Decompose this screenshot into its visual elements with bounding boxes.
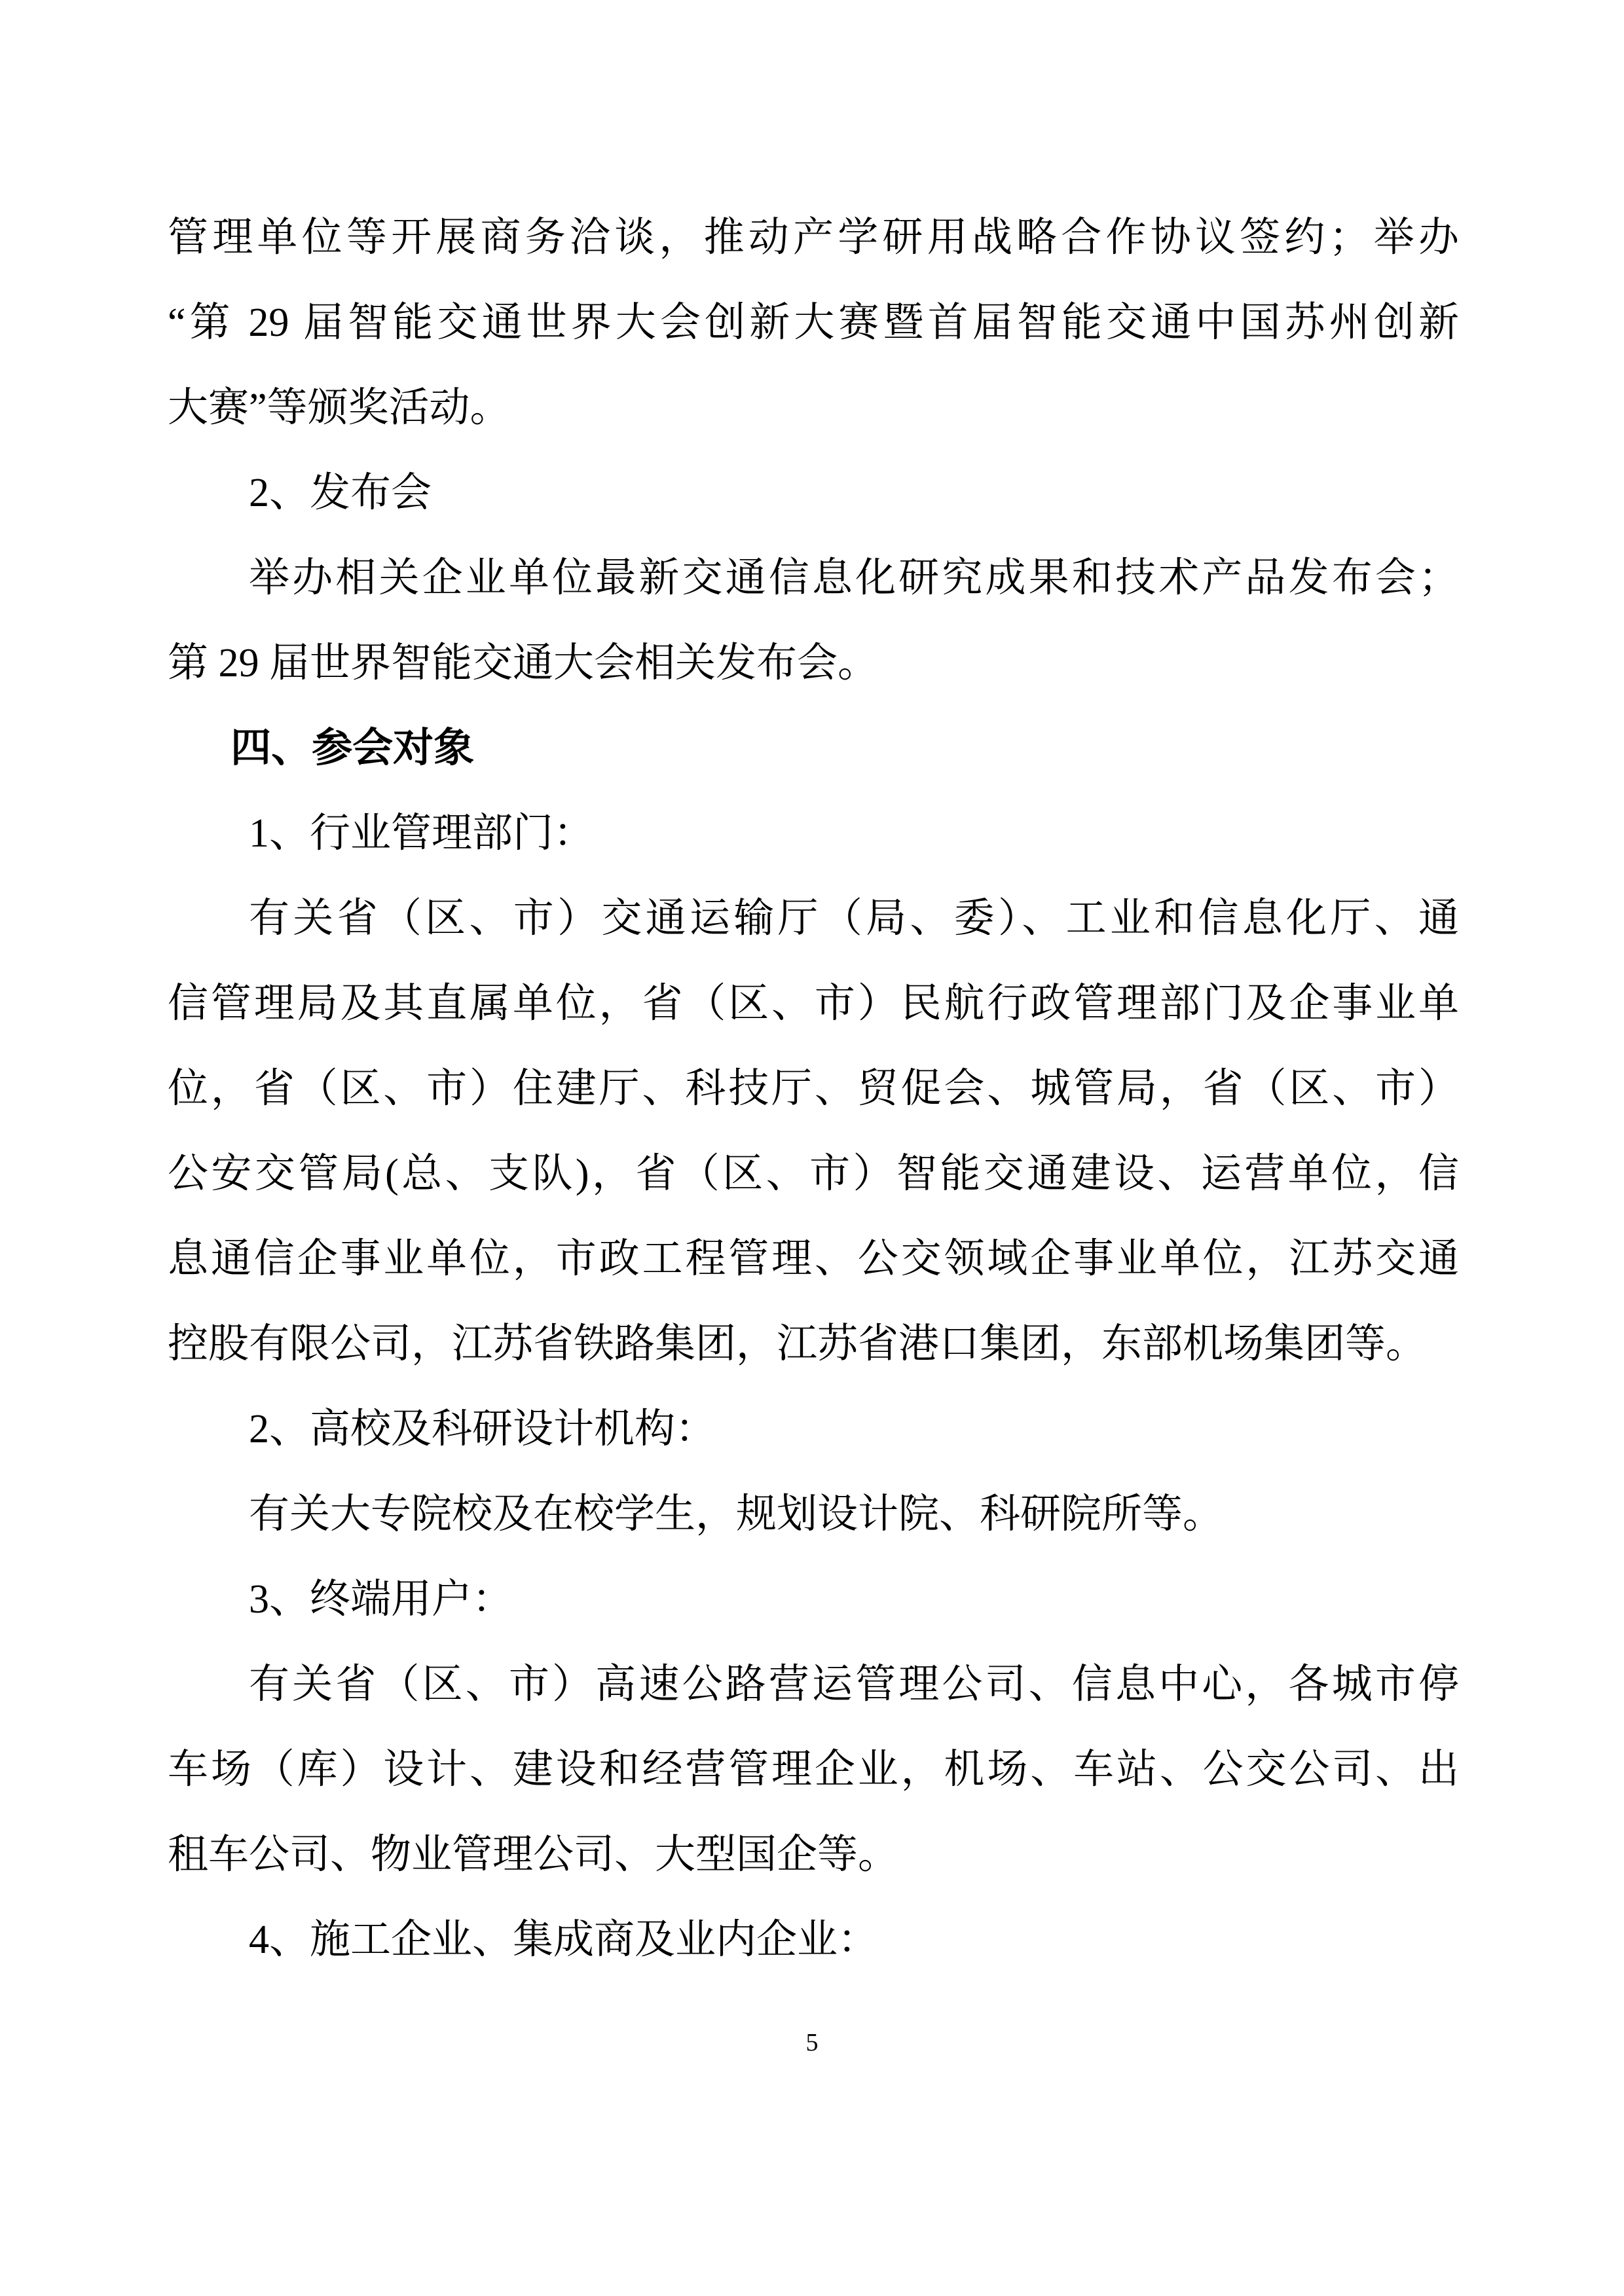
text-line: 车场（库）设计、建设和经营管理企业，机场、车站、公交公司、出 — [168, 1747, 1459, 1792]
text-line: 管理单位等开展商务洽谈，推动产学研用战略合作协议签约；举办 — [168, 215, 1459, 260]
text-line: 有关省（区、市）交通运输厅（局、委）、工业和信息化厅、通 — [249, 896, 1459, 941]
page-footer — [0, 2030, 1624, 2056]
text-line: 2、发布会 — [249, 471, 432, 515]
text-line: 信管理局及其直属单位，省（区、市）民航行政管理部门及企事业单 — [168, 981, 1459, 1026]
text-line: 1、行业管理部门： — [249, 811, 595, 856]
text-line: “第 29 届智能交通世界大会创新大赛暨首届智能交通中国苏州创新 — [168, 301, 1459, 345]
text-line: 2、高校及科研设计机构： — [249, 1407, 716, 1451]
text-line: 有关省（区、市）高速公路营运管理公司、信息中心，各城市停 — [249, 1662, 1459, 1707]
text-line: 4、施工企业、集成商及业内企业： — [249, 1918, 879, 1962]
section-heading: 四、参会对象 — [231, 725, 475, 771]
text-line: 息通信企事业单位，市政工程管理、公交领域企事业单位，江苏交通 — [168, 1237, 1459, 1281]
text-line: 租车公司、物业管理公司、大型国企等。 — [168, 1832, 899, 1877]
text-line: 第 29 届世界智能交通大会相关发布会。 — [168, 641, 879, 685]
text-line: 3、终端用户： — [249, 1577, 513, 1622]
text-line: 位，省（区、市）住建厅、科技厅、贸促会、城管局，省（区、市） — [168, 1066, 1459, 1111]
text-line: 控股有限公司，江苏省铁路集团，江苏省港口集团，东部机场集团等。 — [168, 1322, 1427, 1366]
page-number: 5 — [805, 2029, 819, 2056]
text-line: 举办相关企业单位最新交通信息化研究成果和技术产品发布会； — [249, 556, 1459, 600]
text-line: 大赛”等颁奖活动。 — [168, 386, 511, 430]
text-line: 有关大专院校及在校学生，规划设计院、科研院所等。 — [249, 1492, 1224, 1537]
text-line: 公安交管局(总、支队)，省（区、市）智能交通建设、运营单位，信 — [168, 1152, 1459, 1196]
